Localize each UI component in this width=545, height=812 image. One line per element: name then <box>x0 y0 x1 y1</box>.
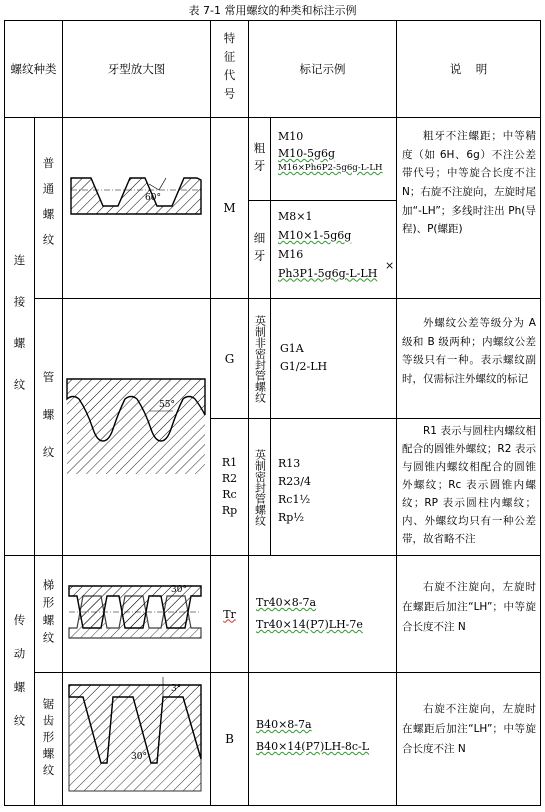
common-fine-extra: × <box>385 259 395 272</box>
common-coarse-marks: M10 M10-5g6g M16×Ph6P2-5g6g-L-LH <box>278 130 383 174</box>
buttress-angle-bottom: 30° <box>131 752 147 762</box>
pipe-sealed-marks: R13 R23/4 Rc1½ Rp½ <box>278 457 311 525</box>
row-trapezoid-note: 右旋不注旋向，左旋时在螺距后加注“LH”；中等旋合长度不注 N <box>402 581 536 633</box>
row-buttress-note: 右旋不注旋向，左旋时在螺距后加注“LH”；中等旋合长度不注 N <box>402 703 536 755</box>
row-pipe-name: 管螺纹 <box>41 370 56 484</box>
common-fine-marks: M8×1 M10×1-5g6g M16 Ph3P1-5g6g-L-LH <box>278 210 378 280</box>
row-pipe-code: G <box>224 351 235 366</box>
header-type: 螺纹种类 <box>10 62 57 76</box>
group-connect: 连接螺纹 <box>12 253 27 420</box>
buttress-marks: B40×8-7a B40×14(P7)LH-8c-L <box>256 718 370 753</box>
row-pipe-note: 外螺纹公差等级分为 A 级和 B 级两种；内螺纹公差等级只有一种。表示螺纹副时，仅需标注外螺纹的标记 <box>402 317 536 386</box>
row-buttress-name: 锯齿形螺纹 <box>41 697 56 781</box>
pipe-angle-label: 55° <box>159 400 175 410</box>
buttress-angle-top: 3° <box>171 684 182 694</box>
common-coarse-label: 粗牙 <box>252 141 267 177</box>
trapezoid-marks: Tr40×8-7a Tr40×14(P7)LH-7e <box>256 596 363 631</box>
pipe-sealed-label: 英制密封管螺纹 <box>253 448 267 526</box>
buttress-thread-profile <box>63 673 210 805</box>
trapezoid-angle-label: 30° <box>171 585 187 595</box>
row-common-name: 普通螺纹 <box>41 157 56 259</box>
row-buttress-code: B <box>225 732 234 746</box>
common-fine-label: 细牙 <box>252 232 267 267</box>
pipe-unsealed-label: 英制非密封管螺纹 <box>253 314 267 403</box>
header-note: 说 明 <box>449 62 488 76</box>
row-trapezoid-code: Tr <box>223 607 236 621</box>
pipe-unsealed-marks: G1A G1/2-LH <box>280 342 328 373</box>
row-common-code: M <box>223 201 236 215</box>
group-transmit: 传动螺纹 <box>12 613 27 748</box>
row-trapezoid-name: 梯形螺纹 <box>41 579 56 649</box>
trapezoid-thread-profile <box>63 556 210 672</box>
pipe-thread-profile <box>63 299 210 555</box>
row-pipe-sealed-note: R1 表示与圆柱内螺纹相配合的圆锥外螺纹；R2 表示与圆锥内螺纹相配合的圆锥外螺纹；Rc 表示圆锥内螺纹；RP 表示圆柱内螺纹；内、外螺纹均只有一种公差带，故省略不注 <box>402 425 536 546</box>
row-pipe-sealed-codes: R1 R2 Rc Rp <box>221 456 238 517</box>
common-thread-profile <box>63 118 210 298</box>
row-common-note: 粗牙不注螺距；中等精度（如 6H、6g）不注公差带代号；中等旋合长度不注 N；右旋不注旋向，左旋时尾加“-LH”；多线时注出 Ph(导程)、P(螺距) <box>402 130 536 236</box>
header-mark: 标记示例 <box>299 62 346 76</box>
header-profile: 牙型放大图 <box>107 62 166 76</box>
common-angle-label: 60° <box>145 193 161 203</box>
table-caption: 表 7-1 常用螺纹的种类和标注示例 <box>188 4 357 17</box>
header-code: 特征代号 <box>222 32 237 106</box>
